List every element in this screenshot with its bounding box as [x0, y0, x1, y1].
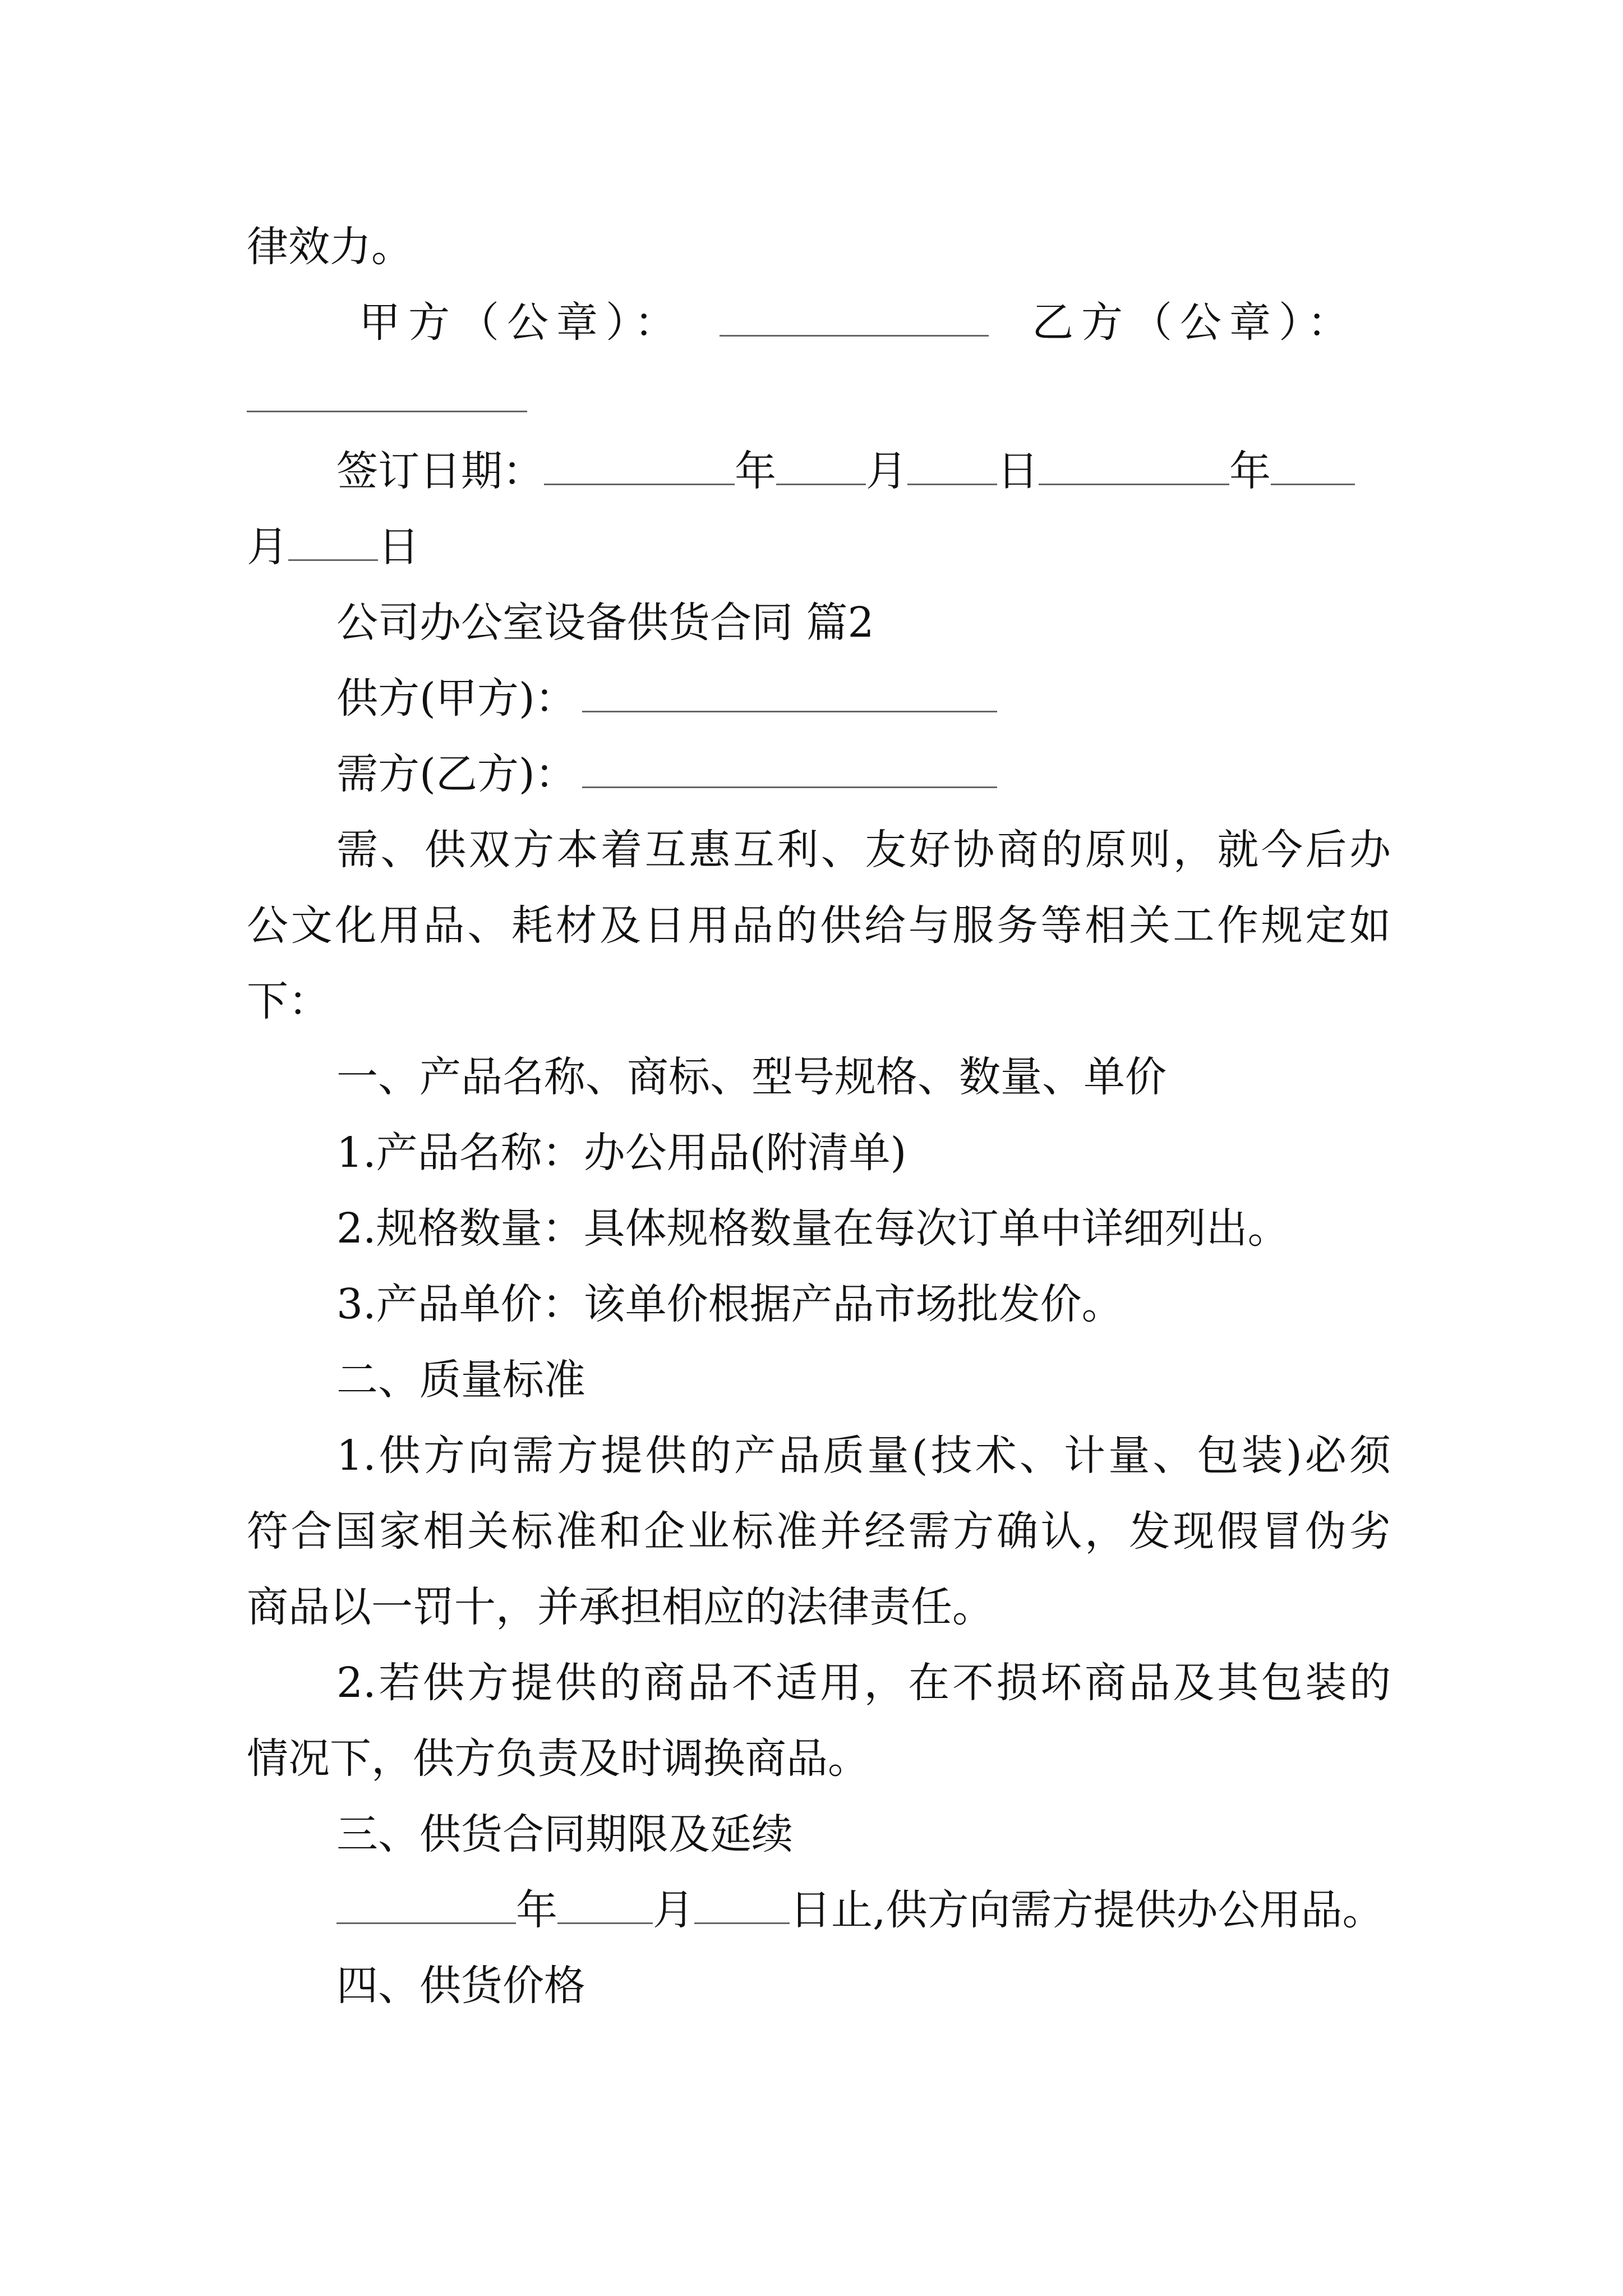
- text: 律效力。: [247, 223, 413, 271]
- text-line: [336, 1276, 1391, 1332]
- text-line: [247, 1503, 1391, 1559]
- heading: 四、供货价格: [336, 1962, 585, 2010]
- text-line: [247, 1579, 1391, 1635]
- supplier-row: [336, 670, 1391, 726]
- heading-line: [336, 1958, 1391, 2014]
- text-line: [247, 973, 1391, 1029]
- text: 3.产品单价：该单价根据产品市场批发价。: [336, 1280, 1123, 1328]
- blank-field: [336, 1883, 516, 1924]
- year-label: 年: [1229, 447, 1271, 495]
- text-line: [247, 898, 1391, 954]
- text: 需、供双方本着互惠互利、友好协商的原则，就今后办: [336, 826, 1391, 874]
- text-line: [247, 1731, 1391, 1787]
- text: 2.规格数量：具体规格数量在每次订单中详细列出。: [336, 1204, 1289, 1253]
- blank-field: [557, 1883, 653, 1924]
- text-line: [336, 822, 1391, 878]
- month-label: 月: [653, 1886, 694, 1934]
- party-a-seal-blank: [720, 296, 989, 337]
- supplier-blank: [582, 671, 997, 712]
- supplier-label: 供方(甲方)：: [336, 674, 577, 723]
- seal-blank-row: [247, 370, 1391, 426]
- text-line: [336, 1428, 1391, 1484]
- heading: 一、产品名称、商标、型号规格、数量、单价: [336, 1053, 1166, 1101]
- day-label: 日: [997, 447, 1039, 495]
- blank-field: [1271, 444, 1355, 485]
- blank-field: [1039, 444, 1229, 485]
- year-label: 年: [735, 447, 776, 495]
- section-title: [336, 595, 1391, 651]
- party-b-seal-label: 乙方（公章）：: [1032, 298, 1357, 347]
- text: 下：: [247, 977, 330, 1025]
- month-label: 月: [247, 523, 288, 571]
- text: 情况下，供方负责及时调换商品。: [247, 1734, 869, 1783]
- buyer-label: 需方(乙方)：: [336, 750, 577, 798]
- sign-date-row-cont: [247, 519, 1391, 575]
- text: 1.产品名称：办公用品(附清单): [336, 1129, 907, 1177]
- day-label: 日: [378, 523, 419, 571]
- blank-field: [544, 444, 735, 485]
- text: 1.供方向需方提供的产品质量(技术、计量、包装)必须: [336, 1432, 1391, 1480]
- buyer-blank: [582, 747, 997, 788]
- blank-field: [288, 520, 378, 561]
- text-line: [336, 1200, 1391, 1257]
- month-label: 月: [866, 447, 907, 495]
- heading-line: [336, 1352, 1391, 1408]
- term-row: [336, 1882, 1391, 1938]
- text-line: [336, 1125, 1391, 1181]
- seal-row: [359, 295, 1391, 351]
- text-line: [247, 219, 1391, 275]
- sign-date-row: [336, 443, 1391, 499]
- heading-line: [336, 1806, 1391, 1862]
- text: 公文化用品、耗材及日用品的供给与服务等相关工作规定如: [247, 901, 1391, 950]
- blank-field: [694, 1883, 790, 1924]
- text: 日止,供方向需方提供办公用品。: [790, 1886, 1384, 1934]
- buyer-row: [336, 746, 1391, 802]
- heading: 二、质量标准: [336, 1356, 585, 1404]
- party-a-seal-label: 甲方（公章）：: [359, 298, 684, 347]
- blank-field: [776, 444, 866, 485]
- title-text: 公司办公室设备供货合同 篇2: [336, 599, 874, 647]
- heading: 三、供货合同期限及延续: [336, 1810, 793, 1858]
- text-line: [336, 1655, 1391, 1711]
- year-label: 年: [516, 1886, 557, 1934]
- blank-field: [907, 444, 997, 485]
- text: 商品以一罚十，并承担相应的法律责任。: [247, 1583, 994, 1631]
- party-b-seal-blank: [247, 371, 527, 412]
- sign-date-label: 签订日期：: [336, 447, 544, 495]
- text: 符合国家相关标准和企业标准并经需方确认，发现假冒伪劣: [247, 1507, 1391, 1556]
- heading-line: [336, 1049, 1391, 1105]
- text: 2.若供方提供的商品不适用，在不损坏商品及其包装的: [336, 1659, 1391, 1707]
